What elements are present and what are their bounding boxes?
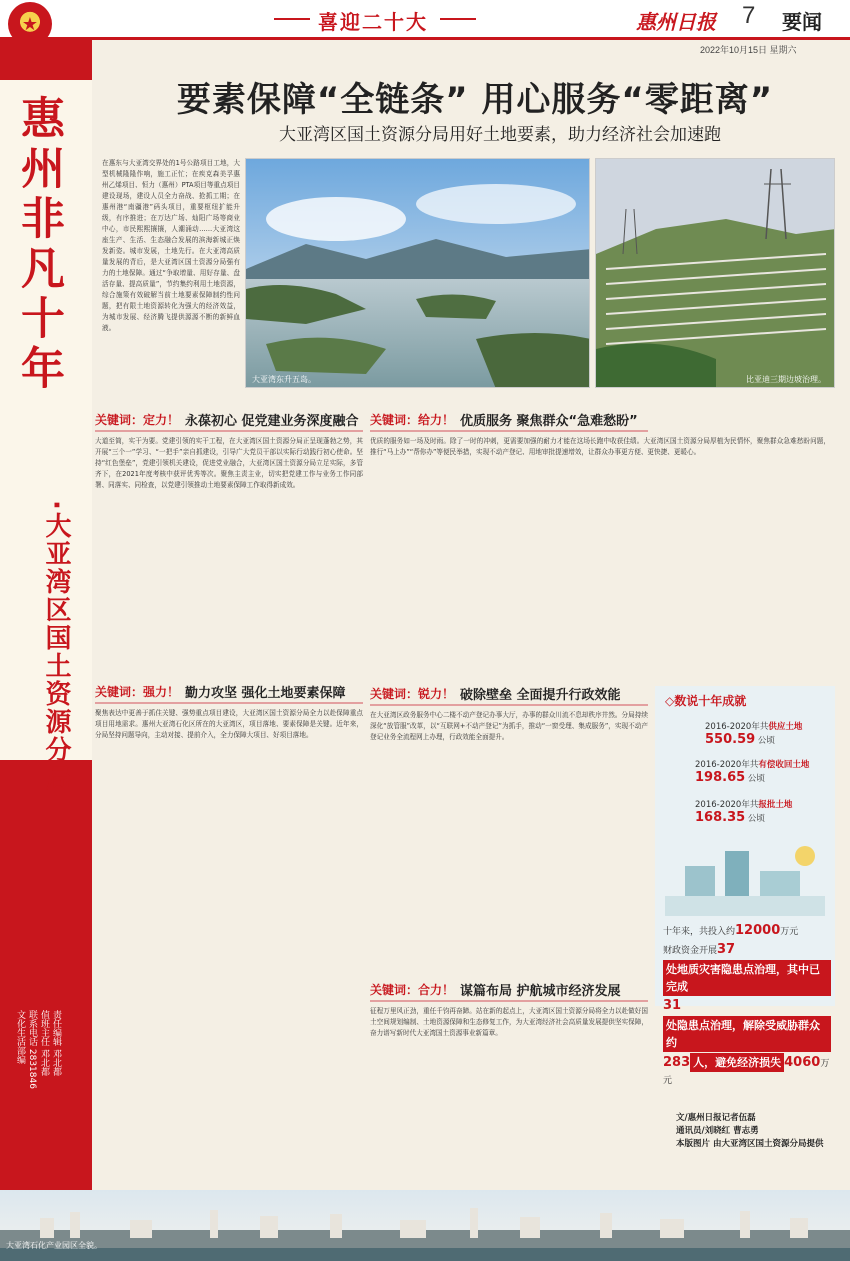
section-title: 优质服务 聚焦群众“急难愁盼” xyxy=(460,413,638,429)
attribution-line: 文/惠州日报记者伍磊 xyxy=(676,1113,756,1123)
credit-line: 责任编辑 邓北都 xyxy=(51,1010,61,1076)
stats-illustration xyxy=(665,836,825,916)
section-text: 聚焦表达中更善于抓住关键、强势重点项目建设，大亚湾区国土资源分局全力以赴保障重点项目用地需求。惠州大亚湾石化区所在的大亚湾区，项目落地、要素保障是关键。近年来，分局坚持问题导向，主动对接、提前介入，全力保障大项目、好项目落地。 xyxy=(95,709,363,739)
section-heading xyxy=(370,682,621,704)
stat-value: 550.59 xyxy=(705,732,756,747)
summary-text: 财政资金开展 xyxy=(663,946,718,956)
section-heading xyxy=(95,408,359,430)
headline: 要素保障“全链条” 用心服务“零距离” xyxy=(176,80,774,120)
section-keyword: 关键词：合力！ xyxy=(370,982,455,997)
section-keyword: 关键词：强力！ xyxy=(95,684,180,699)
summary-text: 十年来，共投入约 xyxy=(663,927,736,937)
stat-unit: 公顷 xyxy=(747,774,765,784)
summary-value: 283 xyxy=(663,1055,691,1070)
section-heading xyxy=(95,680,346,702)
page-number: 7 xyxy=(742,2,756,29)
stats-panel xyxy=(655,686,835,1086)
section-text: 征程万里风正劲，重任千钧再奋蹄。站在新的起点上，大亚湾区国土资源分局将全力以赴做好国土空间规划编制、土地资源保障和生态修复工作，为大亚湾经济社会高质量发展提供坚实保障，奋力谱写新时代大亚湾国土资源事业新篇章。 xyxy=(370,1007,648,1037)
photo-caption: 大亚湾东升五岛。 xyxy=(252,375,316,384)
slope-photo xyxy=(595,158,835,388)
stat-reclaimed-land xyxy=(695,758,809,785)
paper-name: 惠州日报 xyxy=(636,10,716,34)
industrial-park-image xyxy=(0,1190,850,1261)
divider xyxy=(370,1000,648,1002)
stat-unit: 公顷 xyxy=(747,814,765,824)
stat-supply-land xyxy=(705,720,802,747)
attribution-line: 通讯员/刘晓红 曹志勇 xyxy=(676,1126,759,1136)
party-emblem-icon: ★ xyxy=(8,2,52,46)
photo-caption: 比亚迪三期边坡治理。 xyxy=(746,375,826,384)
section-keyword: 关键词：给力！ xyxy=(370,412,455,427)
masthead xyxy=(0,0,850,40)
section-title: 谋篇布局 护航城市经济发展 xyxy=(460,983,621,999)
section-title: 勤力攻坚 强化土地要素保障 xyxy=(185,685,346,701)
intro-text: 在惠东与大亚湾交界处的1号公路项目工地，大型机械隆隆作响，施工正忙；在疾克森美孚惠州乙烯项目、恒力（惠州）PTA项目等重点项目建设现场，建设人员全力奋战、抢抓工期；在惠州港“南疆港”码头项目，重要枢纽扩能升级，有序推进；在万达广场、灿阳广场等商业中心，市民熙熙攘攘，人潮涌动……大亚湾这座生产、生活、生态融合发展的滨海新城正焕发新姿。城市发展，土地先行。在大亚湾高质量发展的背后，是大亚湾区国土资源分局强有力的土地保障。通过“争取增量、用好存量、盘活存量、提高质量”，节约集约利用土地资源，综合施策有效破解当前土地要素保障制约性问题，把有限土地资源转化为强大的经济效益，为城市发展、经济腾飞提供源源不断的新鲜血液。 xyxy=(102,159,240,332)
article-attribution xyxy=(676,1112,836,1151)
industrial-park-photo xyxy=(0,1190,850,1261)
theme-decoration-right xyxy=(440,18,476,20)
stat-label: 报批土地 xyxy=(758,800,793,810)
stat-prefix: 2016-2020年共 xyxy=(695,760,759,770)
summary-highlight: 人，避免经济损失 xyxy=(690,1053,784,1072)
stat-value: 198.65 xyxy=(695,770,746,785)
divider xyxy=(95,702,363,704)
stats-summary xyxy=(663,922,831,1090)
section-title: 破除壁垒 全面提升行政效能 xyxy=(460,687,621,703)
summary-value: 31 xyxy=(663,998,682,1013)
stat-prefix: 2016-2020年共 xyxy=(705,722,769,732)
summary-highlight: 处地质灾害隐患点治理，其中已完成 xyxy=(663,960,831,996)
section-text: 在大亚湾区政务服务中心二楼不动产登记办事大厅，办事的群众川流不息却秩序井然。分局持续深化“放管服”改革，以“互联网+不动产登记”为抓手，推动“一窗受理、集成服务”，实现不动产登记业务全流程网上办理，行政效能全面提升。 xyxy=(370,711,648,741)
stat-unit: 公顷 xyxy=(757,736,775,746)
summary-highlight: 处隐患点治理，解除受威胁群众约 xyxy=(663,1016,831,1052)
stat-approved-land xyxy=(695,798,792,825)
summary-value: 12000 xyxy=(735,923,781,938)
stat-label: 供应土地 xyxy=(768,722,803,732)
subheadline: 大亚湾区国土资源分局用好土地要素，助力经济社会加速跑 xyxy=(279,125,721,145)
stat-label: 有偿收回土地 xyxy=(758,760,810,770)
section-heading xyxy=(370,408,638,430)
slope-photo-image xyxy=(596,159,835,388)
section-heading xyxy=(370,978,621,1000)
summary-text: 万元 xyxy=(780,927,799,937)
section-text: 优质的服务如一场及时雨。除了一时的冲刺，更需要加强的耐力才能在这场长跑中收获佳绩。大亚湾区国土资源分局厚植为民情怀，聚焦群众急难愁盼问题，推行“马上办”“帮你办”等便民举措，实现不动产登记、用地审批提速增效，让群众办事更方便、更快捷、更暖心。 xyxy=(370,437,830,456)
section-keyword: 关键词：锐力！ xyxy=(370,686,455,701)
section-name: 要闻 xyxy=(782,10,822,34)
divider xyxy=(370,430,648,432)
photo-caption: 大亚湾石化产业园区全貌。 xyxy=(6,1241,102,1250)
coast-photo-image xyxy=(246,159,590,388)
theme-banner: 喜迎二十大 xyxy=(318,10,428,34)
summary-value: 4060 xyxy=(784,1055,821,1070)
summary-value: 37 xyxy=(717,942,736,957)
section-keyword: 关键词：定力！ xyxy=(95,412,180,427)
summary-text: 万元 xyxy=(663,1059,830,1086)
theme-decoration-left xyxy=(274,18,310,20)
editor-credits xyxy=(14,1010,62,1089)
divider xyxy=(370,704,648,706)
divider xyxy=(95,430,363,432)
stat-prefix: 2016-2020年共 xyxy=(695,800,759,810)
section-text: 大道至简，实干为要。党建引领的实干工程，在大亚湾区国土资源分局正呈现蓬勃之势，其开展“三个一”学习、“一把手”亲自抓建设，引导广大党员干部以实际行动践行初心使命。坚持“红色堡垒”，党建引领机关建设，促进党业融合，大亚湾区国土资源分局立足实际，多管齐下，在2021年度考核中获评优秀等次。聚焦主责主业，切实把党建工作与业务工作同部署、同落实、同检查，以党建引领推动土地要素保障工作取得新成效。 xyxy=(95,437,363,489)
stats-heading: ◇数说十年成就 xyxy=(665,694,747,708)
credit-line: 文化生活部编 xyxy=(15,1010,25,1064)
side-subtitle: ·大亚湾区国土资源分局 xyxy=(41,500,71,792)
attribution-line: 本版图片 由大亚湾区国土资源分局提供 xyxy=(676,1139,824,1149)
side-title: 惠州非凡十年 xyxy=(13,95,64,395)
section-title: 永葆初心 促党建业务深度融合 xyxy=(185,413,359,429)
credit-line: 联系电话 2831846 xyxy=(27,1010,37,1089)
credit-line: 值班主任 邓北都 xyxy=(39,1010,49,1076)
coast-photo xyxy=(245,158,590,388)
stat-value: 168.35 xyxy=(695,810,746,825)
issue-date: 2022年10月15日 星期六 xyxy=(700,45,797,55)
